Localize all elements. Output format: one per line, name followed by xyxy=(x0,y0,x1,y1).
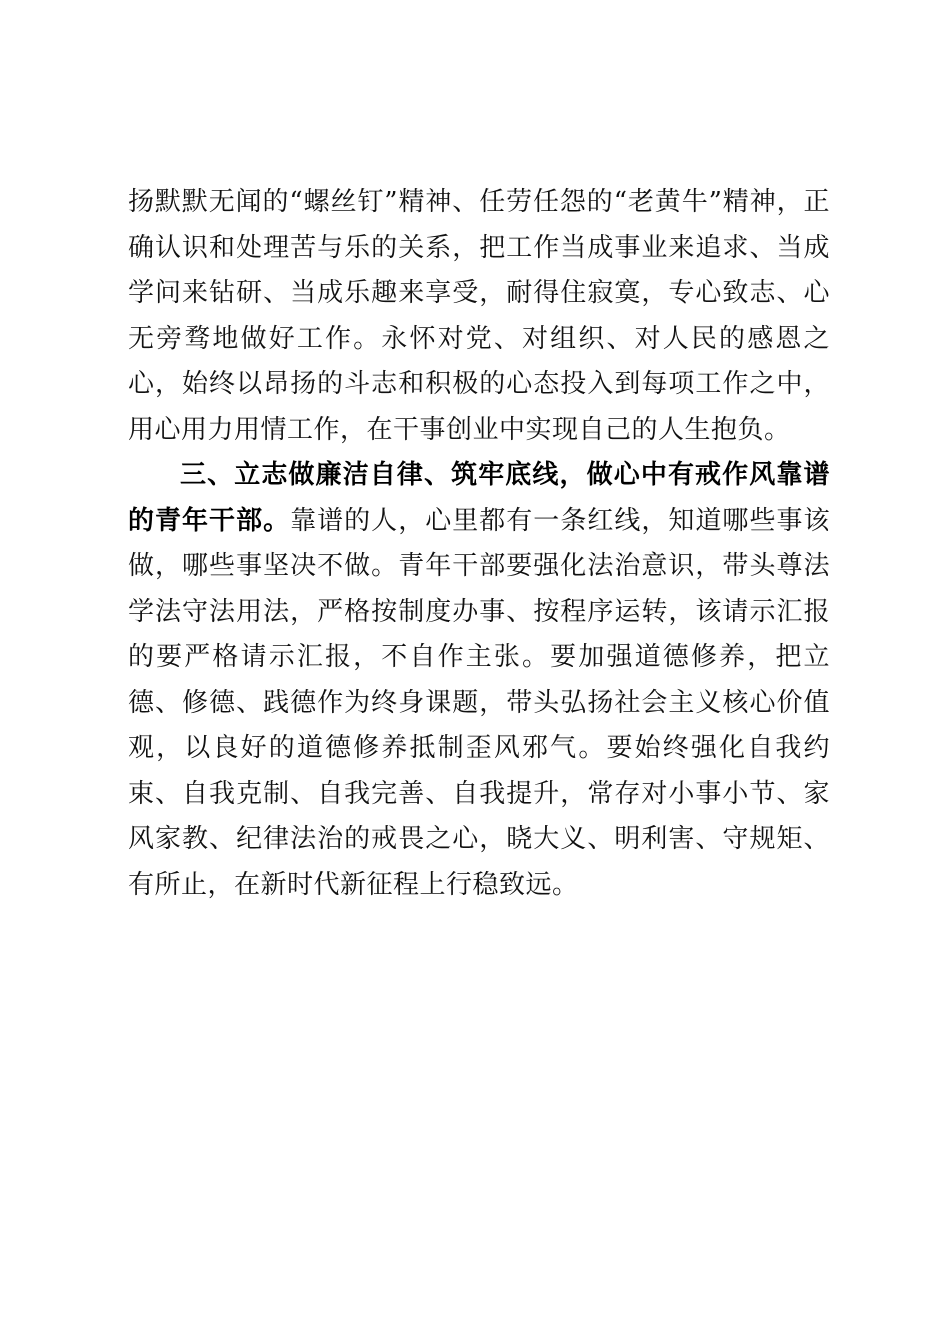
paragraph-continuation xyxy=(128,180,830,453)
paragraph-text: 扬默默无闻的“螺丝钉”精神、任劳任怨的“老黄牛”精神，正确认识和处理苦与乐的关系，把工作当成事业来追求、当成学问来钻研、当成乐趣来享受，耐得住寂寞，专心致志、心无旁骛地做好工作。永怀对党、对组织、对人民的感恩之心，始终以昂扬的斗志和积极的心态投入到每项工作之中，用心用力用情工作，在干事创业中实现自己的人生抱负。 xyxy=(128,187,830,445)
paragraph-text: 靠谱的人，心里都有一条红线，知道哪些事该做，哪些事坚决不做。青年干部要强化法治意识，带头尊法学法守法用法，严格按制度办事、按程序运转，该请示汇报的要严格请示汇报，不自作主张。要加强道德修养，把立德、修德、践德作为终身课题，带头弘扬社会主义核心价值观，以良好的道德修养抵制歪风邪气。要始终强化自我约束、自我克制、自我完善、自我提升，常存对小事小节、家风家教、纪律法治的戒畏之心，晓大义、明利害、守规矩、有所止，在新时代新征程上行稳致远。 xyxy=(128,505,830,900)
document-body xyxy=(128,180,830,908)
section-heading: 三、立志做廉洁自律、筑牢底线，做心中有戒作风靠谱的青年干部。 xyxy=(128,460,830,536)
paragraph-section-three xyxy=(128,453,830,908)
